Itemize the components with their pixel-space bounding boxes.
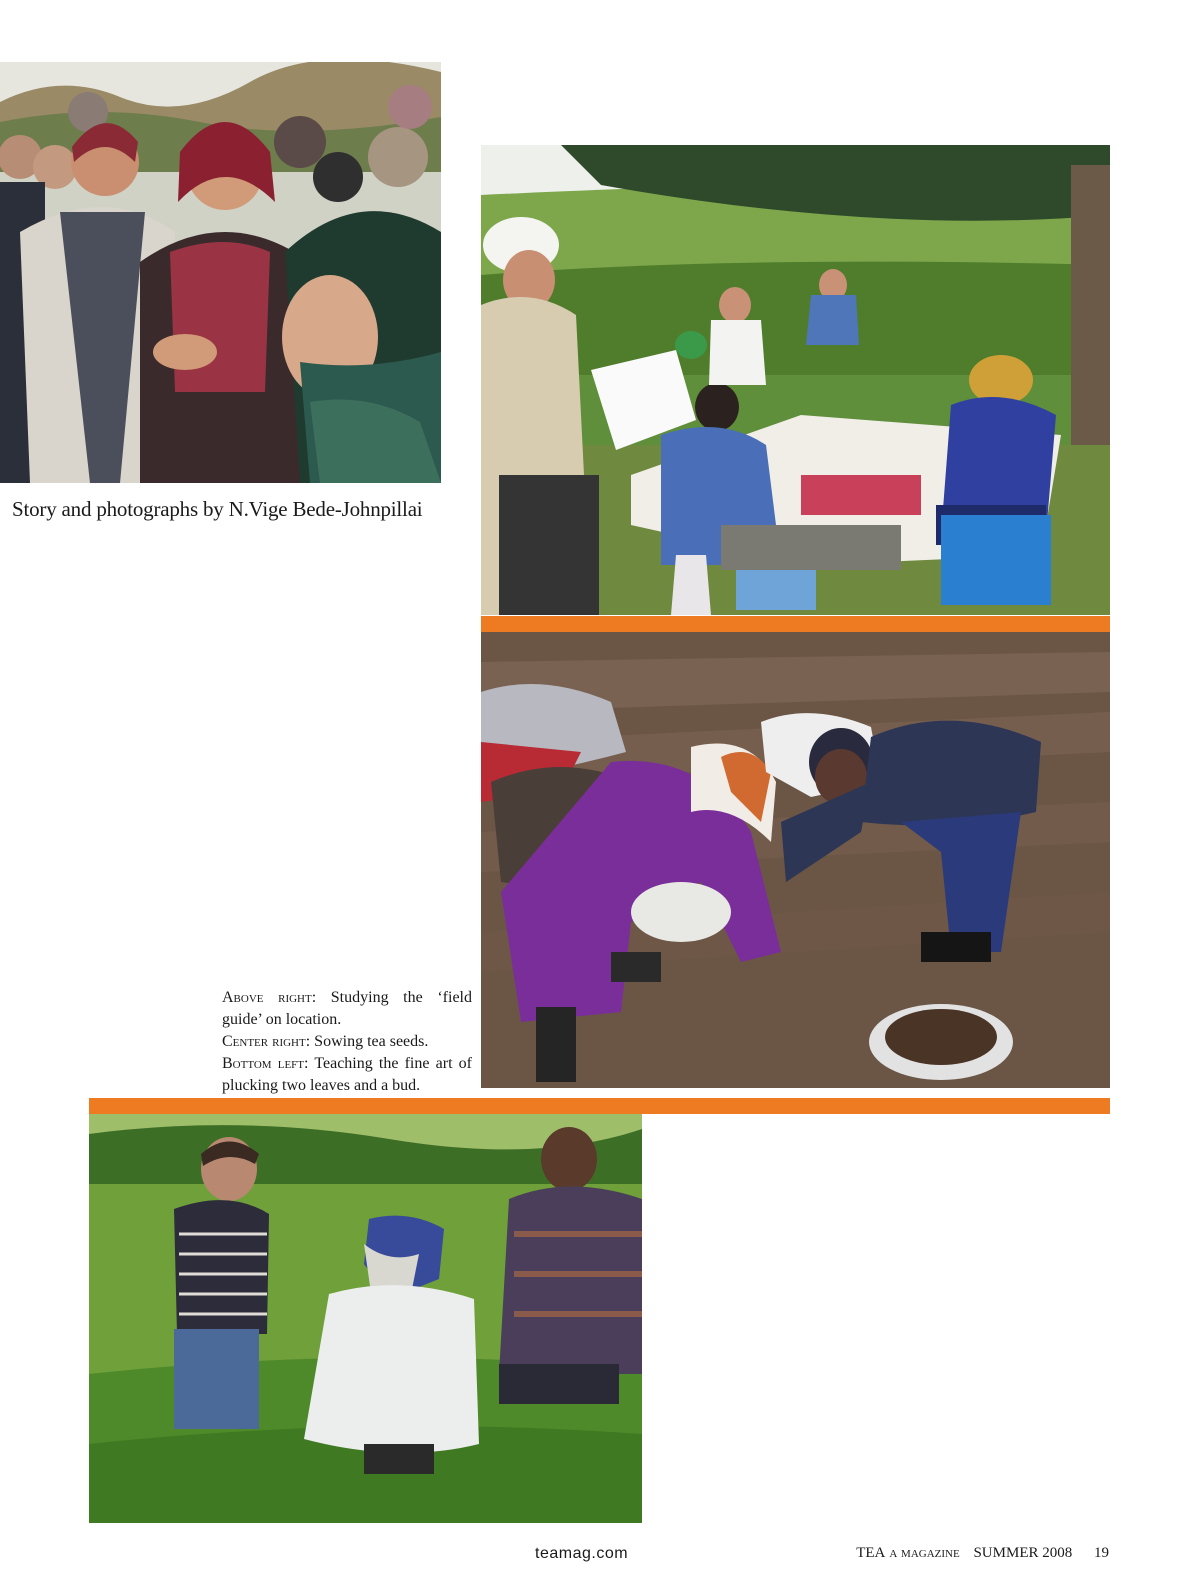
photo-field-guide bbox=[481, 145, 1110, 615]
footer-magazine-info bbox=[852, 1545, 1109, 1562]
photo-credit: Story and photographs by N.Vige Bede-Johnpillai bbox=[12, 497, 423, 521]
photo-sowing-seeds bbox=[481, 632, 1110, 1088]
photo-women-group bbox=[0, 62, 441, 483]
caption-bottom-left bbox=[222, 1053, 472, 1097]
photo-captions bbox=[222, 987, 472, 1097]
caption-text: : Studying the ‘field guide’ on location. bbox=[222, 989, 472, 1028]
caption-text: : Teaching the fine art of plucking two leaves and a bud. bbox=[222, 1055, 472, 1094]
caption-label: Above right bbox=[222, 989, 312, 1006]
footer-website: teamag.com bbox=[535, 1545, 629, 1562]
footer-magazine-tea: TEA bbox=[856, 1545, 886, 1561]
footer-issue: SUMMER 2008 bbox=[973, 1545, 1073, 1561]
caption-label: Center right bbox=[222, 1033, 306, 1050]
caption-above-right bbox=[222, 987, 472, 1031]
orange-divider-top bbox=[481, 616, 1110, 632]
footer-magazine-subtitle: a magazine bbox=[889, 1545, 960, 1561]
caption-label: Bottom left bbox=[222, 1055, 305, 1072]
orange-divider-bottom bbox=[89, 1098, 1110, 1114]
footer-page-number: 19 bbox=[1094, 1545, 1109, 1561]
caption-text: : Sowing tea seeds. bbox=[305, 1033, 429, 1050]
photo-plucking-lesson bbox=[89, 1114, 642, 1523]
caption-center-right bbox=[222, 1031, 472, 1053]
